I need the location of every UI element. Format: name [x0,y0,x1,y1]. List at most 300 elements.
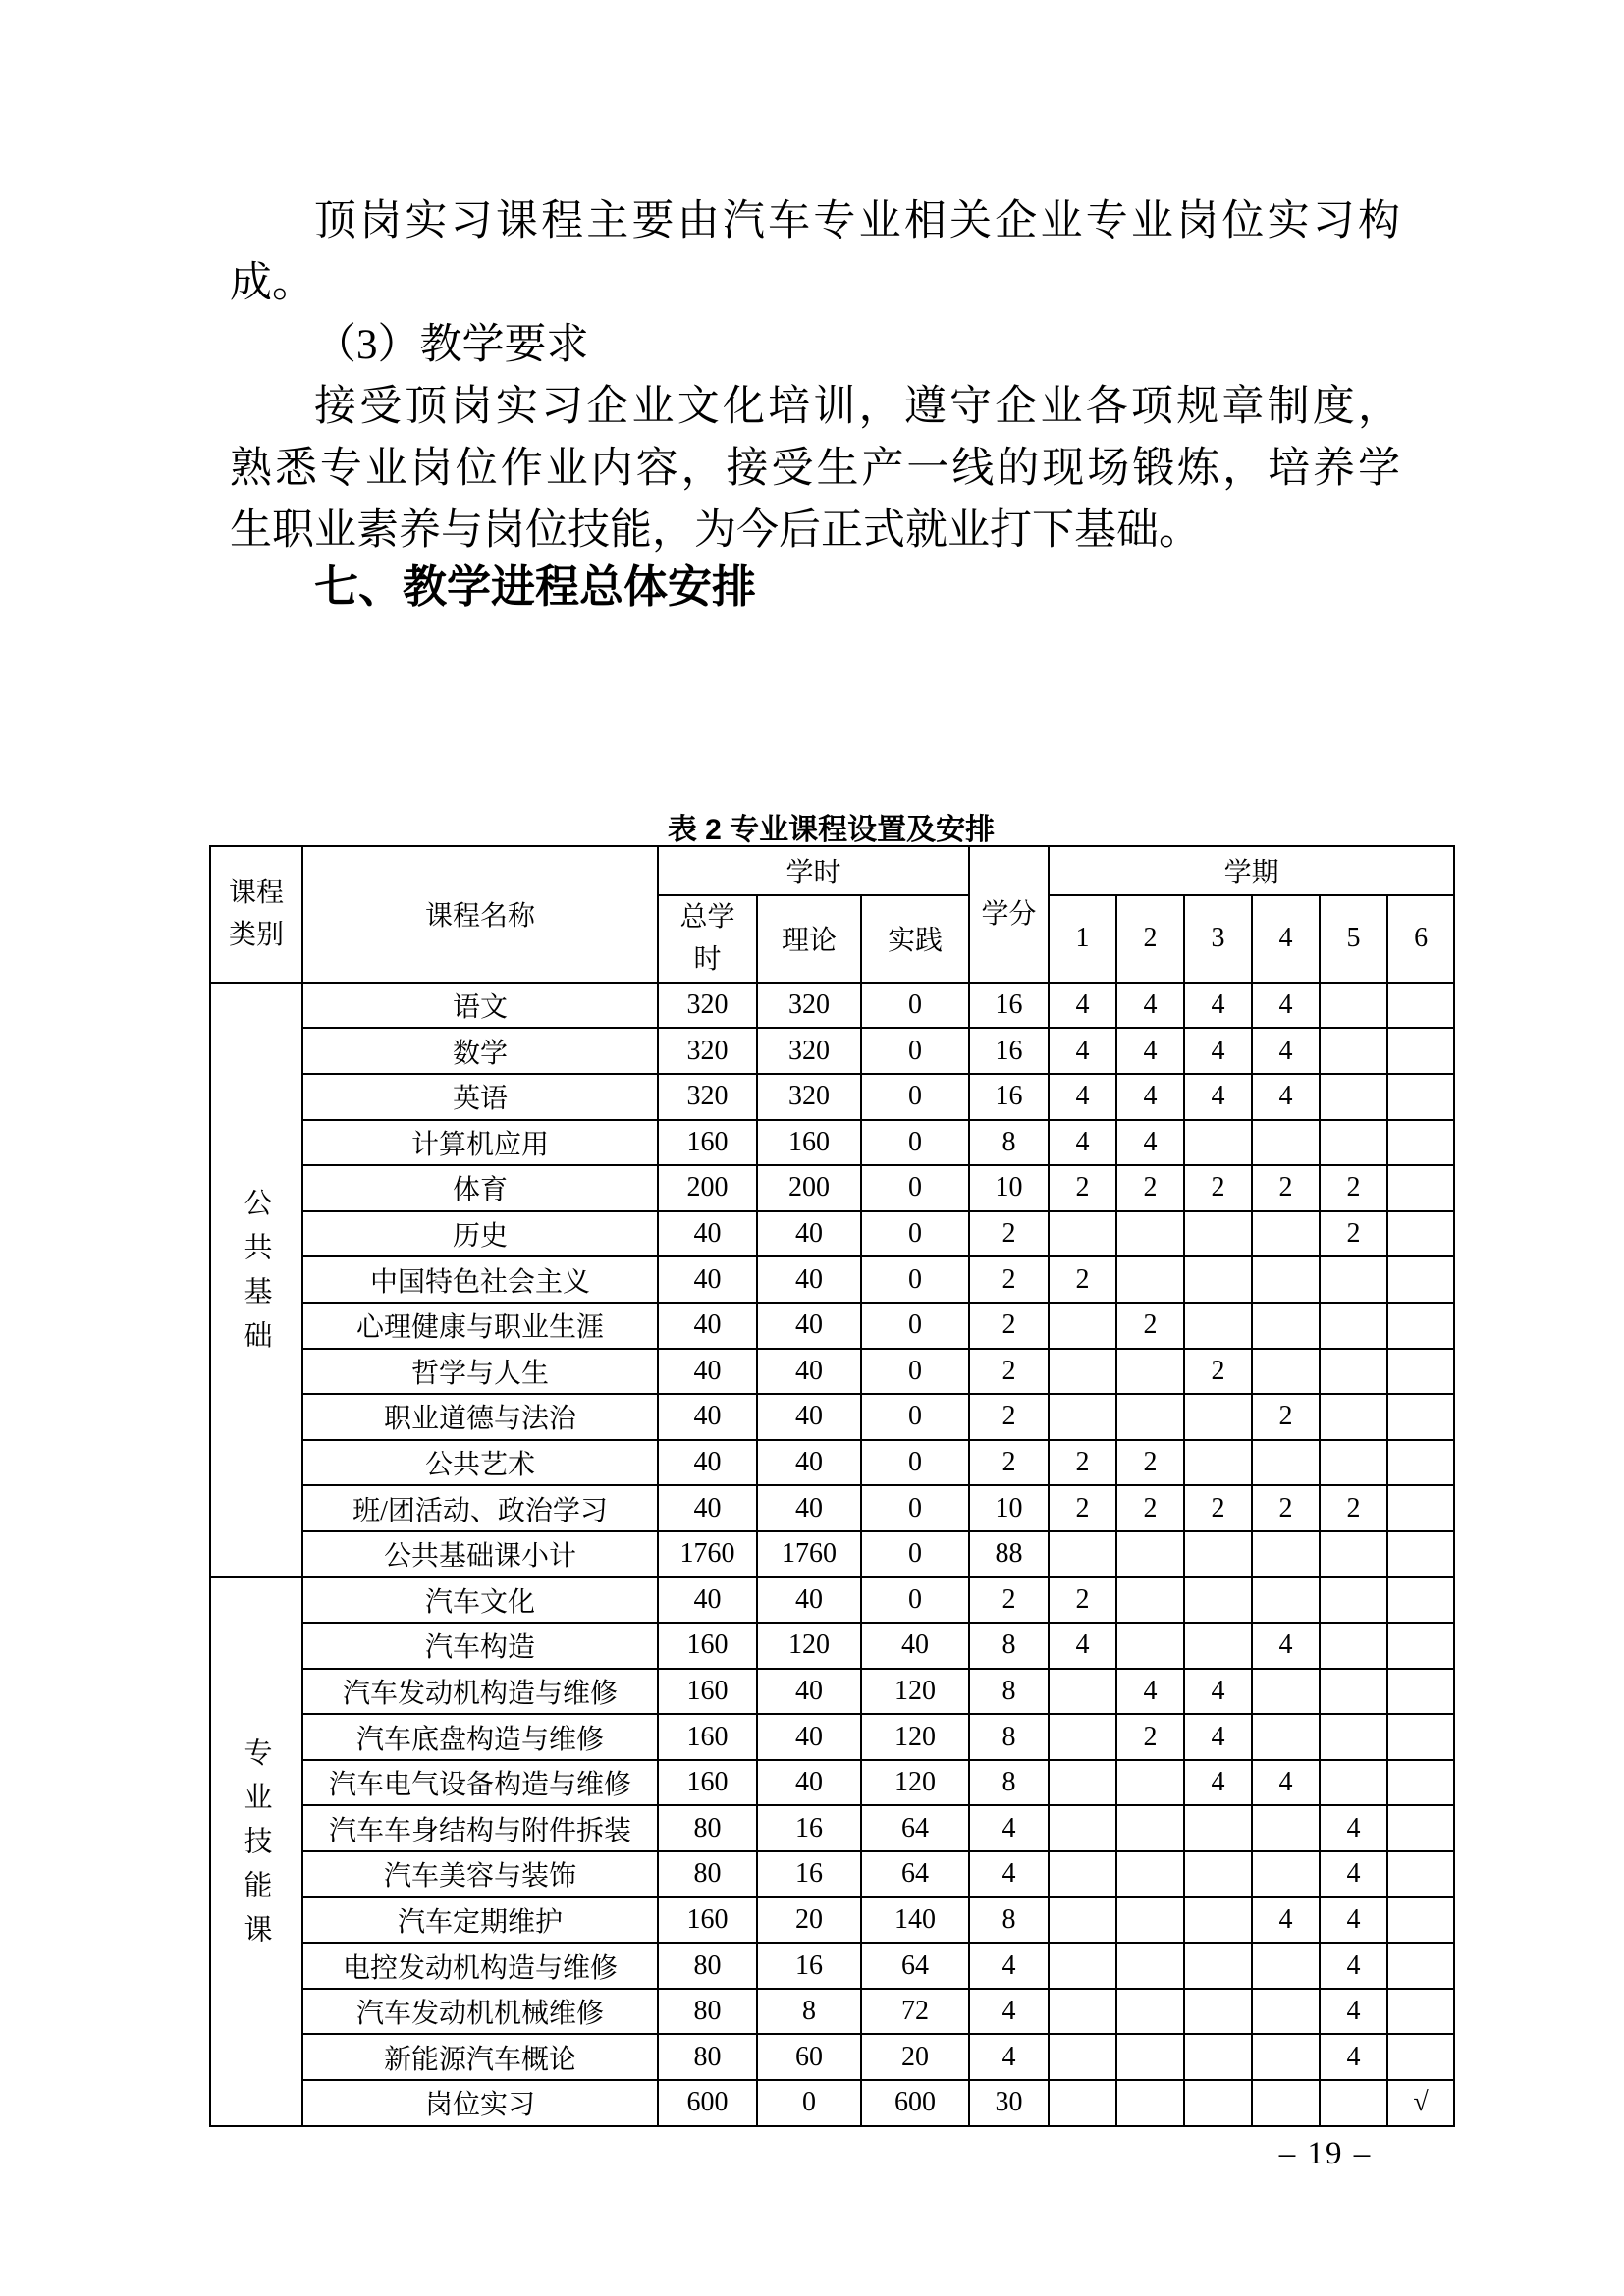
semester-1-cell [1049,1805,1116,1851]
category-cell [210,983,302,1577]
semester-4-cell: 4 [1252,1897,1320,1944]
course-name-cell: 新能源汽车概论 [302,2034,658,2080]
semester-5-cell [1320,1669,1387,1715]
table-row [210,1349,1454,1395]
credits-cell: 16 [969,1028,1049,1074]
semester-6-cell [1387,1349,1454,1395]
paragraph-line: 熟悉专业岗位作业内容，接受生产一线的现场锻炼，培养学 [230,446,1400,492]
practice-hours-cell: 40 [861,1623,969,1669]
semester-1-cell [1049,1349,1116,1395]
credits-cell: 30 [969,2080,1049,2126]
table-row [210,1256,1454,1303]
header-credits-label: 学分 [981,898,1037,930]
header-theory: 理论 [757,895,861,983]
table-row [210,1120,1454,1166]
semester-1-cell: 2 [1049,1577,1116,1624]
paragraph-line: 顶岗实习课程主要由汽车专业相关企业专业岗位实习构 [314,198,1400,244]
semester-6-cell [1387,1165,1454,1211]
semester-1-cell: 4 [1049,1028,1116,1074]
total-hours-cell: 320 [658,983,757,1029]
semester-1-cell [1049,1897,1116,1944]
credits-cell: 2 [969,1394,1049,1440]
semester-1-cell: 2 [1049,1165,1116,1211]
semester-3-cell: 4 [1184,1714,1252,1760]
semester-3-cell: 4 [1184,1028,1252,1074]
course-name-cell: 中国特色社会主义 [302,1256,658,1303]
semester-6-cell [1387,1989,1454,2035]
total-hours-cell: 40 [658,1303,757,1349]
semester-4-cell [1252,1440,1320,1486]
practice-hours-cell: 120 [861,1714,969,1760]
theory-hours-cell: 40 [757,1669,861,1715]
header-total-hours-label: 总学时 [679,902,735,976]
semester-5-cell [1320,1440,1387,1486]
credits-cell: 10 [969,1165,1049,1211]
semester-4-cell [1252,1256,1320,1303]
semester-2-cell: 4 [1116,1669,1184,1715]
semester-4-cell [1252,1669,1320,1715]
semester-2-cell [1116,1531,1184,1577]
semester-3-cell [1184,1531,1252,1577]
semester-4-cell: 2 [1252,1165,1320,1211]
semester-2-cell: 2 [1116,1485,1184,1531]
practice-hours-cell: 0 [861,983,969,1029]
table-row [210,1714,1454,1760]
credits-cell: 4 [969,2034,1049,2080]
semester-4-cell [1252,1303,1320,1349]
semester-5-cell: 4 [1320,1805,1387,1851]
course-name-cell: 历史 [302,1211,658,1257]
total-hours-cell: 160 [658,1897,757,1944]
semester-1-cell: 4 [1049,1623,1116,1669]
total-hours-cell: 320 [658,1074,757,1120]
semester-5-cell [1320,2080,1387,2126]
table-row [210,2080,1454,2126]
practice-hours-cell: 0 [861,1120,969,1166]
theory-hours-cell: 1760 [757,1531,861,1577]
semester-3-cell [1184,1211,1252,1257]
credits-cell: 8 [969,1669,1049,1715]
course-name-cell: 班/团活动、政治学习 [302,1485,658,1531]
semester-5-cell: 2 [1320,1211,1387,1257]
practice-hours-cell: 64 [861,1851,969,1897]
table-row [210,1623,1454,1669]
semester-6-cell [1387,1851,1454,1897]
theory-hours-cell: 16 [757,1805,861,1851]
credits-cell: 4 [969,1989,1049,2035]
header-semester-1: 1 [1049,895,1116,983]
course-name-cell: 汽车文化 [302,1577,658,1624]
total-hours-cell: 1760 [658,1531,757,1577]
practice-hours-cell: 140 [861,1897,969,1944]
theory-hours-cell: 40 [757,1440,861,1486]
semester-6-cell [1387,1943,1454,1989]
semester-1-cell [1049,1943,1116,1989]
course-name-cell: 哲学与人生 [302,1349,658,1395]
semester-6-cell [1387,1303,1454,1349]
semester-4-cell [1252,2080,1320,2126]
table-row [210,1805,1454,1851]
semester-1-cell [1049,1760,1116,1806]
theory-hours-cell: 8 [757,1989,861,2035]
practice-hours-cell: 0 [861,1028,969,1074]
practice-hours-cell: 64 [861,1805,969,1851]
semester-3-cell [1184,1943,1252,1989]
paragraph-line: （3）教学要求 [314,322,589,368]
semester-4-cell [1252,1211,1320,1257]
semester-1-cell [1049,1303,1116,1349]
paragraph-line: 生职业素养与岗位技能，为今后正式就业打下基础。 [230,507,1201,554]
semester-1-cell: 4 [1049,983,1116,1029]
credits-cell: 2 [969,1211,1049,1257]
theory-hours-cell: 320 [757,983,861,1029]
semester-4-cell [1252,1851,1320,1897]
credits-cell: 16 [969,1074,1049,1120]
semester-1-cell [1049,1989,1116,2035]
header-total-hours [658,895,757,983]
table-row [210,2034,1454,2080]
course-name-cell: 岗位实习 [302,2080,658,2126]
total-hours-cell: 320 [658,1028,757,1074]
table-row [210,1028,1454,1074]
table-row [210,1943,1454,1989]
credits-cell: 8 [969,1760,1049,1806]
table-row [210,1577,1454,1624]
semester-6-cell [1387,1577,1454,1624]
total-hours-cell: 80 [658,2034,757,2080]
total-hours-cell: 200 [658,1165,757,1211]
category-label: 专业技能课 [240,1736,272,1958]
header-category [210,846,302,983]
course-name-cell: 计算机应用 [302,1120,658,1166]
total-hours-cell: 160 [658,1714,757,1760]
semester-3-cell [1184,1394,1252,1440]
total-hours-cell: 80 [658,1805,757,1851]
theory-hours-cell: 40 [757,1394,861,1440]
total-hours-cell: 160 [658,1669,757,1715]
semester-3-cell [1184,1623,1252,1669]
course-name-cell: 汽车美容与装饰 [302,1851,658,1897]
course-name-cell: 汽车发动机机械维修 [302,1989,658,2035]
semester-1-cell: 4 [1049,1120,1116,1166]
table-row [210,1485,1454,1531]
semester-2-cell [1116,1943,1184,1989]
total-hours-cell: 80 [658,1851,757,1897]
course-name-cell: 英语 [302,1074,658,1120]
credits-cell: 2 [969,1349,1049,1395]
course-name-cell: 汽车发动机构造与维修 [302,1669,658,1715]
course-name-cell: 语文 [302,983,658,1029]
semester-2-cell: 4 [1116,1120,1184,1166]
theory-hours-cell: 200 [757,1165,861,1211]
table-row [210,1074,1454,1120]
practice-hours-cell: 0 [861,1440,969,1486]
theory-hours-cell: 320 [757,1028,861,1074]
semester-5-cell [1320,1577,1387,1624]
header-semester-3: 3 [1184,895,1252,983]
category-cell [210,1577,302,2126]
table-row [210,1760,1454,1806]
category-label: 公共基础 [240,1187,272,1364]
semester-5-cell: 4 [1320,2034,1387,2080]
semester-3-cell: 2 [1184,1165,1252,1211]
practice-hours-cell: 120 [861,1669,969,1715]
total-hours-cell: 40 [658,1211,757,1257]
credits-cell: 2 [969,1303,1049,1349]
practice-hours-cell: 20 [861,2034,969,2080]
theory-hours-cell: 16 [757,1851,861,1897]
credits-cell: 8 [969,1120,1049,1166]
semester-5-cell [1320,1256,1387,1303]
semester-6-cell [1387,1485,1454,1531]
semester-5-cell [1320,1394,1387,1440]
theory-hours-cell: 40 [757,1349,861,1395]
semester-3-cell [1184,1805,1252,1851]
theory-hours-cell: 40 [757,1760,861,1806]
semester-3-cell [1184,1577,1252,1624]
semester-5-cell [1320,1303,1387,1349]
semester-5-cell: 4 [1320,1989,1387,2035]
credits-cell: 16 [969,983,1049,1029]
semester-5-cell [1320,1349,1387,1395]
semester-3-cell [1184,1440,1252,1486]
semester-6-cell [1387,1211,1454,1257]
semester-3-cell: 2 [1184,1349,1252,1395]
semester-6-cell [1387,1440,1454,1486]
theory-hours-cell: 40 [757,1714,861,1760]
theory-hours-cell: 0 [757,2080,861,2126]
semester-3-cell: 4 [1184,1669,1252,1715]
semester-2-cell [1116,1623,1184,1669]
semester-5-cell [1320,1120,1387,1166]
course-name-cell: 汽车构造 [302,1623,658,1669]
semester-6-cell [1387,1760,1454,1806]
semester-6-cell [1387,1531,1454,1577]
semester-3-cell: 4 [1184,1760,1252,1806]
semester-3-cell [1184,1989,1252,2035]
semester-6-cell [1387,2034,1454,2080]
table-row [210,1851,1454,1897]
practice-hours-cell: 64 [861,1943,969,1989]
semester-4-cell: 4 [1252,1074,1320,1120]
page-number: – 19 – [1278,2136,1373,2171]
course-name-cell: 电控发动机构造与维修 [302,1943,658,1989]
semester-2-cell [1116,1760,1184,1806]
paragraph-line: 接受顶岗实习企业文化培训，遵守企业各项规章制度， [314,384,1400,430]
theory-hours-cell: 16 [757,1943,861,1989]
semester-2-cell: 4 [1116,983,1184,1029]
practice-hours-cell: 0 [861,1303,969,1349]
semester-1-cell [1049,2034,1116,2080]
semester-3-cell [1184,1303,1252,1349]
table-row [210,1989,1454,2035]
credits-cell: 4 [969,1805,1049,1851]
table-row [210,1303,1454,1349]
semester-2-cell: 4 [1116,1074,1184,1120]
course-name-cell: 汽车定期维护 [302,1897,658,1944]
semester-2-cell: 2 [1116,1714,1184,1760]
theory-hours-cell: 40 [757,1256,861,1303]
semester-2-cell [1116,2080,1184,2126]
practice-hours-cell: 0 [861,1211,969,1257]
semester-6-cell: √ [1387,2080,1454,2126]
header-semester-4: 4 [1252,895,1320,983]
semester-6-cell [1387,1669,1454,1715]
credits-cell: 2 [969,1256,1049,1303]
semester-4-cell: 4 [1252,1028,1320,1074]
theory-hours-cell: 60 [757,2034,861,2080]
practice-hours-cell: 0 [861,1394,969,1440]
table-row [210,1531,1454,1577]
semester-1-cell [1049,1211,1116,1257]
semester-2-cell [1116,1577,1184,1624]
total-hours-cell: 80 [658,1943,757,1989]
semester-6-cell [1387,1394,1454,1440]
table-row [210,1897,1454,1944]
total-hours-cell: 160 [658,1623,757,1669]
course-name-cell: 汽车电气设备构造与维修 [302,1760,658,1806]
header-category-label: 课程类别 [228,878,284,951]
body-text [230,190,1400,561]
credits-cell: 8 [969,1714,1049,1760]
semester-5-cell [1320,1714,1387,1760]
semester-1-cell: 2 [1049,1440,1116,1486]
header-semester-5: 5 [1320,895,1387,983]
semester-3-cell [1184,1256,1252,1303]
semester-2-cell [1116,1851,1184,1897]
semester-5-cell: 2 [1320,1165,1387,1211]
header-semester-6: 6 [1387,895,1454,983]
semester-4-cell [1252,1577,1320,1624]
semester-1-cell [1049,1851,1116,1897]
semester-1-cell [1049,1669,1116,1715]
semester-4-cell: 2 [1252,1394,1320,1440]
course-name-cell: 汽车车身结构与附件拆装 [302,1805,658,1851]
semester-4-cell [1252,1943,1320,1989]
semester-6-cell [1387,1623,1454,1669]
practice-hours-cell: 0 [861,1577,969,1624]
practice-hours-cell: 0 [861,1256,969,1303]
credits-cell: 8 [969,1623,1049,1669]
semester-2-cell [1116,1989,1184,2035]
credits-cell: 2 [969,1440,1049,1486]
theory-hours-cell: 320 [757,1074,861,1120]
semester-5-cell: 4 [1320,1851,1387,1897]
semester-1-cell: 2 [1049,1485,1116,1531]
total-hours-cell: 40 [658,1394,757,1440]
course-name-cell: 公共艺术 [302,1440,658,1486]
theory-hours-cell: 40 [757,1211,861,1257]
semester-6-cell [1387,983,1454,1029]
practice-hours-cell: 0 [861,1165,969,1211]
credits-cell: 88 [969,1531,1049,1577]
semester-6-cell [1387,1714,1454,1760]
semester-6-cell [1387,1028,1454,1074]
semester-2-cell: 2 [1116,1440,1184,1486]
semester-4-cell: 2 [1252,1485,1320,1531]
course-name-cell: 职业道德与法治 [302,1394,658,1440]
course-name-cell: 汽车底盘构造与维修 [302,1714,658,1760]
semester-6-cell [1387,1805,1454,1851]
semester-3-cell [1184,2034,1252,2080]
semester-5-cell [1320,1531,1387,1577]
semester-4-cell [1252,1714,1320,1760]
theory-hours-cell: 160 [757,1120,861,1166]
semester-1-cell: 4 [1049,1074,1116,1120]
semester-4-cell [1252,1120,1320,1166]
semester-2-cell [1116,1805,1184,1851]
semester-4-cell: 4 [1252,1760,1320,1806]
theory-hours-cell: 20 [757,1897,861,1944]
semester-2-cell [1116,1256,1184,1303]
total-hours-cell: 40 [658,1256,757,1303]
semester-2-cell: 4 [1116,1028,1184,1074]
practice-hours-cell: 120 [861,1760,969,1806]
table-title: 表 2 专业课程设置及安排 [667,814,996,846]
semester-2-cell [1116,2034,1184,2080]
semester-6-cell [1387,1897,1454,1944]
semester-2-cell: 2 [1116,1303,1184,1349]
total-hours-cell: 160 [658,1760,757,1806]
table-row [210,1669,1454,1715]
semester-2-cell [1116,1394,1184,1440]
semester-5-cell: 4 [1320,1943,1387,1989]
credits-cell: 4 [969,1943,1049,1989]
semester-4-cell [1252,1531,1320,1577]
total-hours-cell: 80 [658,1989,757,2035]
semester-1-cell [1049,1714,1116,1760]
course-name-cell: 数学 [302,1028,658,1074]
semester-2-cell [1116,1211,1184,1257]
table-row [210,983,1454,1029]
semester-2-cell [1116,1897,1184,1944]
header-semester-2: 2 [1116,895,1184,983]
semester-5-cell [1320,1760,1387,1806]
header-semester: 学期 [1049,846,1454,895]
total-hours-cell: 40 [658,1577,757,1624]
semester-3-cell [1184,1120,1252,1166]
curriculum-table-body [210,983,1454,2126]
semester-5-cell: 2 [1320,1485,1387,1531]
semester-3-cell [1184,2080,1252,2126]
semester-4-cell [1252,1805,1320,1851]
total-hours-cell: 40 [658,1440,757,1486]
credits-cell: 10 [969,1485,1049,1531]
credits-cell: 8 [969,1897,1049,1944]
credits-cell: 2 [969,1577,1049,1624]
practice-hours-cell: 0 [861,1074,969,1120]
paragraph-line: 成。 [230,260,314,306]
theory-hours-cell: 40 [757,1303,861,1349]
semester-4-cell [1252,1349,1320,1395]
header-course-name: 课程名称 [302,846,658,983]
total-hours-cell: 40 [658,1485,757,1531]
curriculum-table [209,845,1455,2127]
semester-5-cell [1320,1623,1387,1669]
semester-1-cell [1049,2080,1116,2126]
header-practice: 实践 [861,895,969,983]
semester-5-cell [1320,1074,1387,1120]
semester-6-cell [1387,1256,1454,1303]
course-name-cell: 体育 [302,1165,658,1211]
semester-3-cell: 4 [1184,983,1252,1029]
semester-4-cell: 4 [1252,983,1320,1029]
total-hours-cell: 40 [658,1349,757,1395]
theory-hours-cell: 40 [757,1577,861,1624]
practice-hours-cell: 72 [861,1989,969,2035]
practice-hours-cell: 0 [861,1485,969,1531]
semester-4-cell [1252,1989,1320,2035]
